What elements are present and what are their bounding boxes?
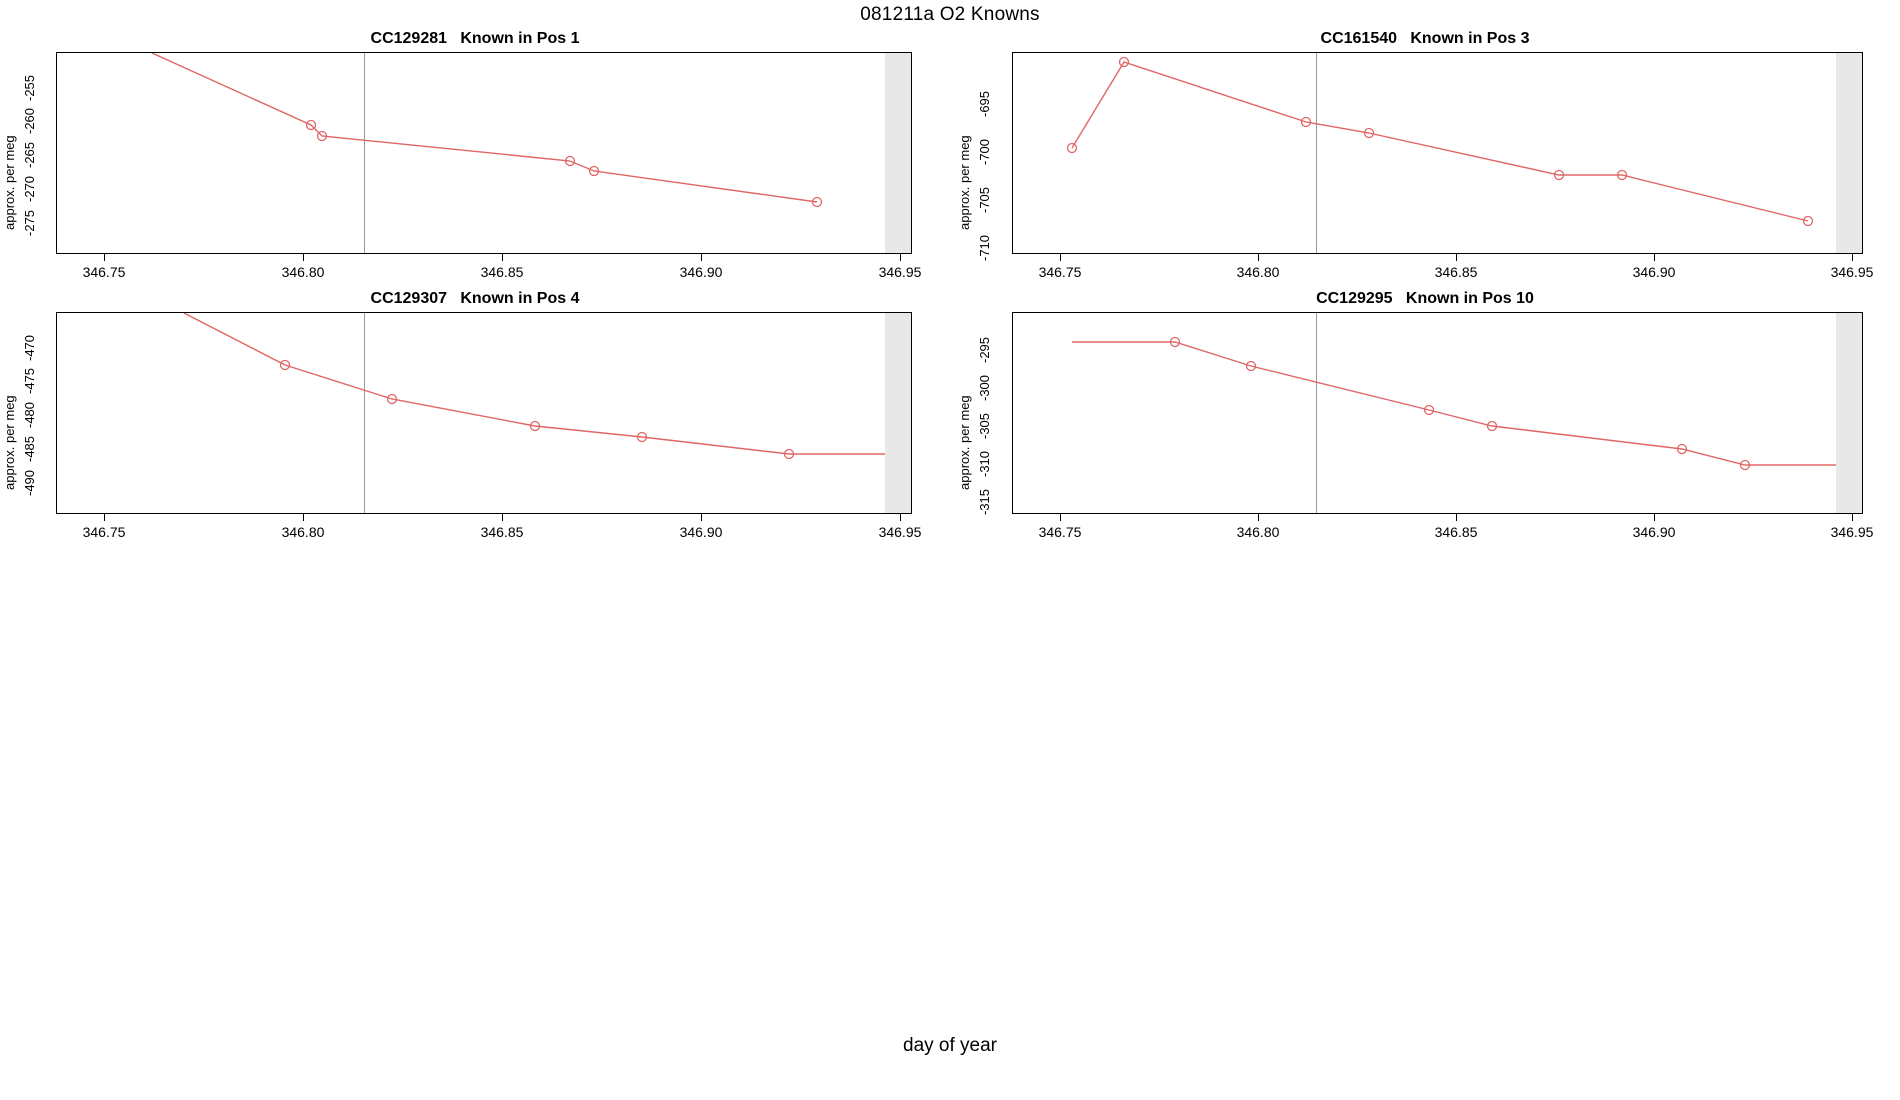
x-tick-label: 346.75	[1038, 524, 1082, 540]
x-tick-label: 346.90	[679, 524, 723, 540]
y-tick-label: -490	[22, 469, 37, 497]
x-tick	[701, 254, 702, 261]
plot-area	[56, 312, 912, 514]
y-tick-label: -270	[22, 175, 37, 203]
x-tick	[502, 254, 503, 261]
x-tick-label: 346.95	[878, 524, 922, 540]
y-tick-label: -695	[977, 90, 992, 118]
panel-title: CC161540 Known in Pos 3	[1320, 30, 1530, 47]
x-tick-label: 346.95	[1830, 524, 1874, 540]
y-axis-label: approx. per meg	[957, 395, 972, 490]
x-tick	[1456, 514, 1457, 521]
x-tick	[900, 514, 901, 521]
x-tick-label: 346.85	[1434, 264, 1478, 280]
y-tick-label: -705	[977, 186, 992, 214]
y-tick-label: -260	[22, 107, 37, 135]
plot-area	[1012, 312, 1863, 514]
figure-title: 081211a O2 Knowns	[860, 4, 1040, 25]
plot-area	[1012, 52, 1863, 254]
x-tick-label: 346.90	[1632, 524, 1676, 540]
x-tick-label: 346.75	[82, 264, 126, 280]
panel-cc129295	[950, 290, 1900, 550]
series-line	[57, 53, 912, 254]
panel-title: CC129281 Known in Pos 1	[370, 30, 580, 47]
x-tick	[1654, 514, 1655, 521]
x-tick	[1654, 254, 1655, 261]
y-tick-label: -480	[22, 401, 37, 429]
y-axis-label: approx. per meg	[957, 135, 972, 230]
x-tick-label: 346.85	[1434, 524, 1478, 540]
x-tick-label: 346.90	[679, 264, 723, 280]
x-tick	[1852, 254, 1853, 261]
y-tick-label: -265	[22, 141, 37, 169]
x-tick	[1456, 254, 1457, 261]
y-tick-label: -710	[977, 234, 992, 262]
y-tick-label: -255	[22, 74, 37, 102]
y-tick-label: -315	[977, 488, 992, 516]
x-axis-label: day of year	[903, 1035, 997, 1056]
y-tick-label: -275	[22, 209, 37, 237]
series-line	[57, 313, 912, 514]
x-tick-label: 346.95	[1830, 264, 1874, 280]
x-tick	[502, 514, 503, 521]
y-tick-label: -700	[977, 138, 992, 166]
x-tick-label: 346.85	[480, 524, 524, 540]
x-tick-label: 346.95	[878, 264, 922, 280]
x-tick-label: 346.75	[1038, 264, 1082, 280]
y-tick-label: -475	[22, 367, 37, 395]
y-tick-label: -300	[977, 374, 992, 402]
panel-cc129281	[0, 30, 950, 290]
y-tick-label: -470	[22, 334, 37, 362]
panel-cc161540	[950, 30, 1900, 290]
series-line	[1013, 313, 1863, 514]
x-tick-label: 346.90	[1632, 264, 1676, 280]
x-tick	[1060, 254, 1061, 261]
y-axis-label: approx. per meg	[2, 395, 17, 490]
panel-title: CC129307 Known in Pos 4	[370, 290, 580, 307]
y-tick-label: -485	[22, 435, 37, 463]
plot-area	[56, 52, 912, 254]
x-tick	[303, 254, 304, 261]
x-tick-label: 346.80	[1236, 264, 1280, 280]
series-line	[1013, 53, 1863, 254]
x-tick-label: 346.80	[281, 264, 325, 280]
x-tick-label: 346.80	[1236, 524, 1280, 540]
x-tick	[104, 514, 105, 521]
x-tick	[900, 254, 901, 261]
x-tick	[1060, 514, 1061, 521]
y-tick-label: -295	[977, 336, 992, 364]
y-axis-label: approx. per meg	[2, 135, 17, 230]
y-tick-label: -305	[977, 412, 992, 440]
y-tick-label: -310	[977, 450, 992, 478]
x-tick	[701, 514, 702, 521]
x-tick	[1852, 514, 1853, 521]
x-tick-label: 346.75	[82, 524, 126, 540]
x-tick	[1258, 254, 1259, 261]
x-tick-label: 346.85	[480, 264, 524, 280]
panel-title: CC129295 Known in Pos 10	[1316, 290, 1534, 307]
x-tick	[104, 254, 105, 261]
x-tick	[303, 514, 304, 521]
panel-cc129307	[0, 290, 950, 550]
x-tick	[1258, 514, 1259, 521]
x-tick-label: 346.80	[281, 524, 325, 540]
